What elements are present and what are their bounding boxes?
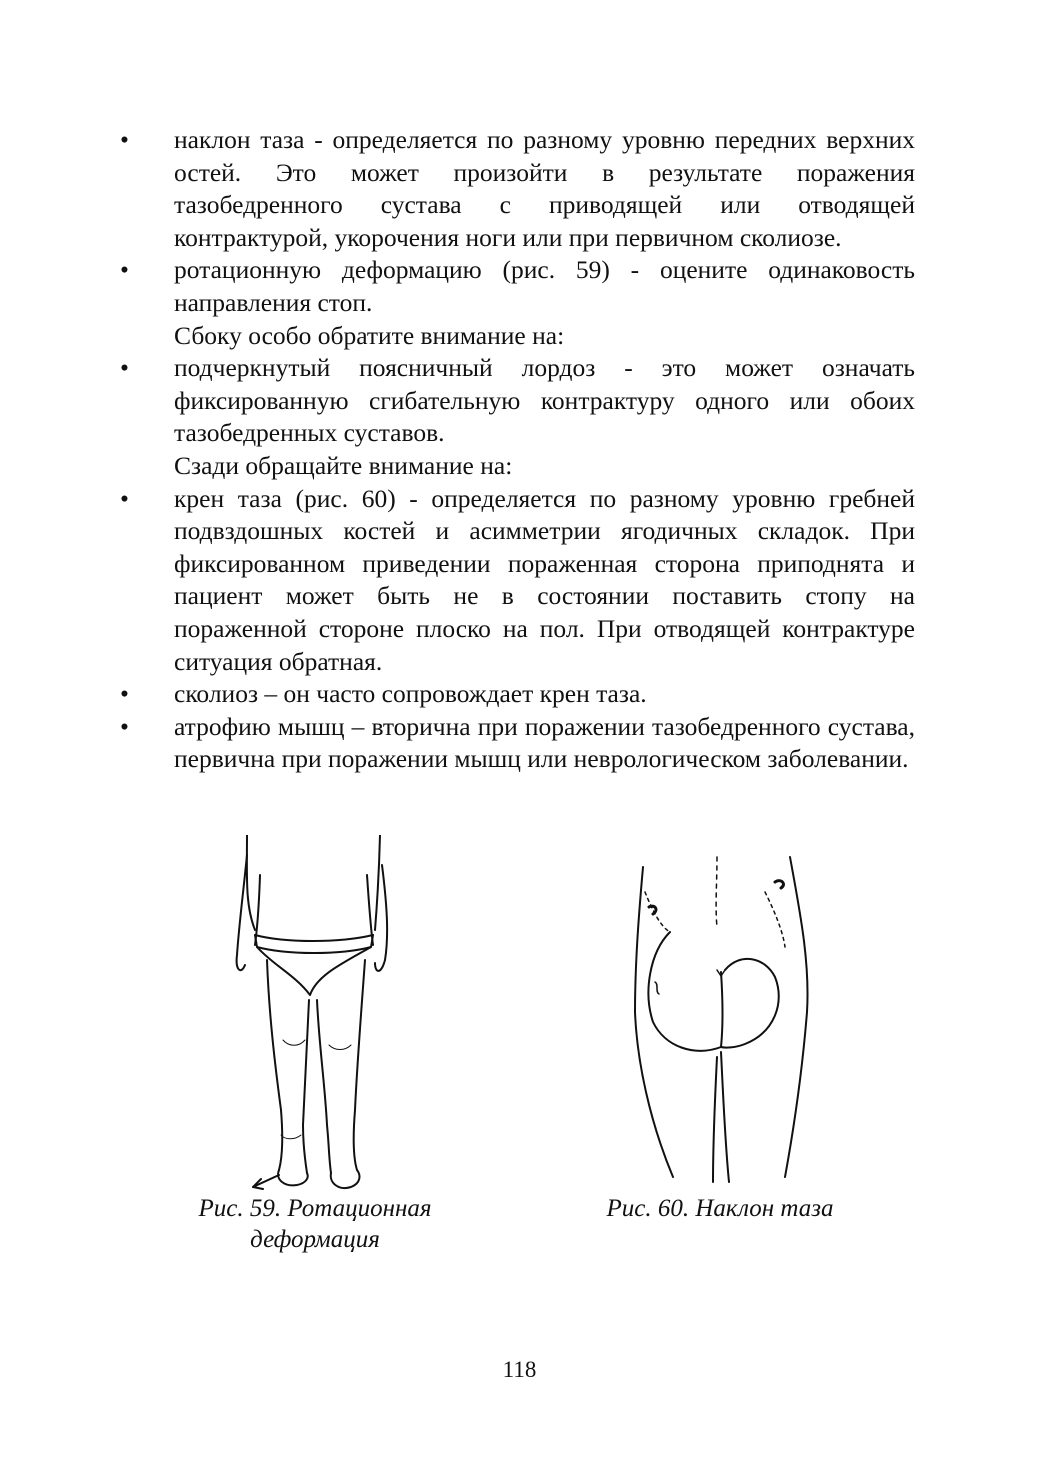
list-item-text: наклон таза - определяется по разному уровню передних верхних остей. Это может произойти в результате поражения тазобедренного сустава с приводящей или отводящей контрактурой, укорочения ноги или при первичном сколиозе. bbox=[174, 125, 915, 252]
list-item bbox=[120, 711, 915, 776]
legs-front-rotation-drawing-icon bbox=[225, 835, 415, 1195]
bullet-icon: • bbox=[120, 353, 129, 383]
bullet-icon: • bbox=[120, 125, 129, 154]
list-item-text: подчеркнутый поясничный лордоз - это может означать фиксированную сгибательную контрактуру одного или обоих тазобедренных суставов. bbox=[174, 353, 915, 448]
bullet-icon: • bbox=[120, 679, 129, 709]
list-item-text: ротационную деформацию (рис. 59) - оцените одинаковость направления стоп. bbox=[174, 255, 915, 317]
figure-59-caption bbox=[160, 1193, 470, 1255]
figure-59 bbox=[225, 835, 415, 1195]
list-item bbox=[120, 483, 915, 679]
pelvis-back-tilt-drawing-icon bbox=[625, 852, 825, 1192]
figure-59-caption-line2: деформация bbox=[250, 1226, 380, 1253]
list-item-text: атрофию мышц – вторична при поражении тазобедренного сустава, первична при поражении мышц или неврологическом заболевании. bbox=[174, 711, 915, 774]
section-note: Сбоку особо обратите внимание на: bbox=[174, 320, 565, 350]
bullet-icon: • bbox=[120, 711, 129, 741]
list-item-text: сколиоз – он часто сопровождает крен таза. bbox=[174, 679, 647, 709]
list-item bbox=[120, 352, 915, 450]
bullet-icon: • bbox=[120, 483, 129, 513]
figure-59-caption-line1: Рис. 59. Ротационная bbox=[198, 1195, 432, 1222]
bullet-icon: • bbox=[120, 255, 129, 285]
list-item-text: крен таза (рис. 60) - определяется по разному уровню гребней подвздошных костей и асимметрии ягодичных складок. При фиксированном приведении пораженная сторона приподнята и пациент может быть не в состоянии поставить стопу на пораженной стороне плоско на пол. При отводящей контрактуре ситуация обратная. bbox=[174, 483, 915, 676]
list-item bbox=[120, 254, 915, 319]
body-text bbox=[120, 124, 915, 776]
page-number: 118 bbox=[502, 1357, 537, 1382]
section-note: Сзади обращайте внимание на: bbox=[174, 450, 513, 480]
figure-60 bbox=[625, 852, 825, 1192]
figure-60-caption-line1: Рис. 60. Наклон таза bbox=[606, 1195, 834, 1222]
list-item bbox=[120, 124, 915, 254]
list-item bbox=[120, 678, 915, 711]
figure-60-caption bbox=[580, 1193, 860, 1224]
